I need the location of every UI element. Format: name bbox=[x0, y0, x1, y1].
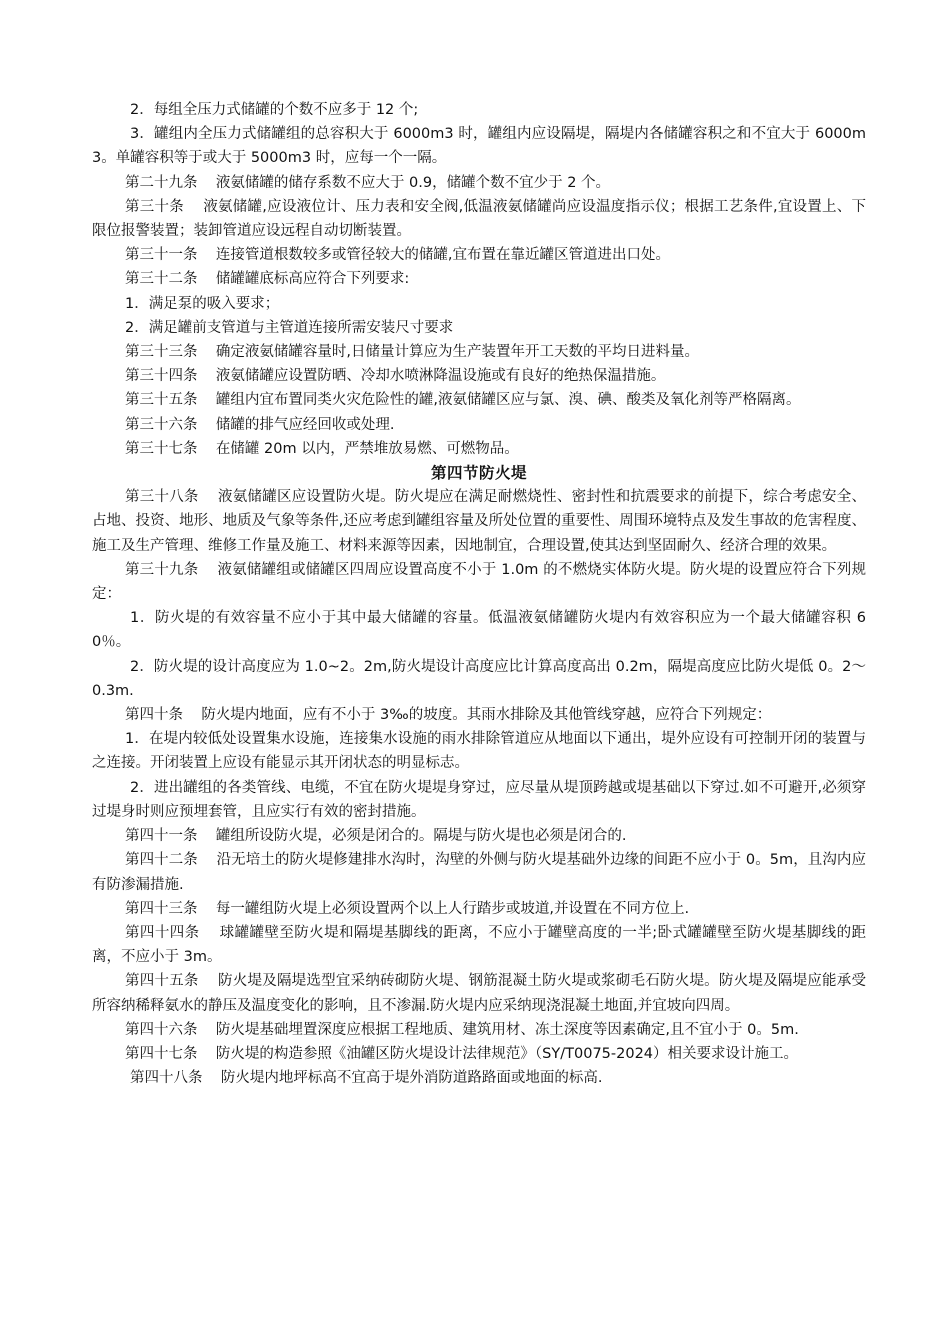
list-item-2-pipe-connection: 2．满足罐前支管道与主管道连接所需安装尺寸要求 bbox=[125, 319, 454, 336]
article-40: 第四十条 防火堤内地面，应有不小于 3‰的坡度。其雨水排除及其他管线穿越，应符合下列规定： bbox=[125, 707, 772, 724]
article-31: 第三十一条 连接管道根数较多或管径较大的储罐,宜布置在靠近罐区管道进出口处。 bbox=[125, 247, 671, 264]
list-item-2-tank-count: 2．每组全压力式储罐的个数不应多于 12 个; bbox=[130, 102, 419, 118]
article-39: 第三十九条 液氨储罐组或储罐区四周应设置高度不小于 1.0m 的不燃烧实体防火堤。防火堤的设置应符合下列规定： bbox=[92, 561, 866, 603]
article-30: 第三十条 液氨储罐,应设液位计、压力表和安全阀,低温液氨储罐尚应设温度指示仪；根据工艺条件,宜设置上、下限位报警装置；装卸管道应设远程自动切断装置。 bbox=[92, 198, 866, 240]
document-body bbox=[92, 98, 866, 1090]
article-48: 第四十八条 防火堤内地坪标高不宜高于堤外消防道路路面或地面的标高. bbox=[130, 1070, 603, 1087]
list-item-3-partition-dike: 3．罐组内全压力式储罐组的总容积大于 6000m3 时，罐组内应设隔堤，隔堤内各储罐容积之和不宜大于 6000m3。单罐容积等于或大于 5000m3 时，应每一个一隔。 bbox=[92, 126, 866, 167]
list-item-1-effective-capacity: 1．防火堤的有效容量不应小于其中最大储罐的容量。低温液氨储罐防火堤内有效容积应为一个最大储罐容积 60％。 bbox=[92, 610, 866, 651]
list-item-1-drainage: 1．在堤内较低处设置集水设施，连接集水设施的雨水排除管道应从地面以下通出，堤外应设有可控制开闭的装置与之连接。开闭装置上应设有能显示其开闭状态的明显标志。 bbox=[92, 731, 866, 772]
article-36: 第三十六条 储罐的排气应经回收或处理. bbox=[125, 416, 395, 433]
article-41: 第四十一条 罐组所设防火堤，必须是闭合的。隔堤与防火堤也必须是闭合的. bbox=[125, 828, 627, 845]
list-item-2-pipe-crossing: 2．进出罐组的各类管线、电缆，不宜在防火堤堤身穿过，应尽量从堤顶跨越或堤基础以下穿过.如不可避开,必须穿过堤身时则应预埋套管，且应实行有效的密封措施。 bbox=[92, 779, 866, 820]
article-37: 第三十七条 在储罐 20m 以内，严禁堆放易燃、可燃物品。 bbox=[125, 440, 519, 457]
article-47: 第四十七条 防火堤的构造参照《油罐区防火堤设计法律规范》（SY/T0075-2024）相关要求设计施工。 bbox=[125, 1045, 799, 1062]
article-43: 第四十三条 每一罐组防火堤上必须设置两个以上人行踏步或坡道,并设置在不同方位上. bbox=[125, 900, 690, 917]
article-45: 第四十五条 防火堤及隔堤选型宜采纳砖砌防火堤、钢筋混凝土防火堤或浆砌毛石防火堤。防火堤及隔堤应能承受所容纳稀释氨水的静压及温度变化的影响，且不渗漏.防火堤内应采纳现浇混凝土地面,并宜坡向四周。 bbox=[92, 973, 866, 1014]
article-33: 第三十三条 确定液氨储罐容量时,日储量计算应为生产装置年开工天数的平均日进料量。 bbox=[125, 344, 700, 361]
article-29: 第二十九条 液氨储罐的储存系数不应大于 0.9，储罐个数不宜少于 2 个。 bbox=[125, 174, 611, 191]
article-34: 第三十四条 液氨储罐应设置防晒、冷却水喷淋降温设施或有良好的绝热保温措施。 bbox=[125, 368, 666, 385]
article-42: 第四十二条 沿无培土的防火堤修建排水沟时，沟壁的外侧与防火堤基础外边缘的间距不应小于 0。5m，且沟内应有防渗漏措施. bbox=[92, 852, 866, 893]
list-item-1-pump-suction: 1．满足泵的吸入要求； bbox=[125, 295, 280, 312]
article-44: 第四十四条 球罐罐壁至防火堤和隔堤基脚线的距离，不应小于罐壁高度的一半;卧式罐罐壁至防火堤基脚线的距离，不应小于 3m。 bbox=[92, 924, 866, 966]
section-heading: 第四节防火堤 bbox=[430, 464, 527, 483]
article-32: 第三十二条 储罐罐底标高应符合下列要求: bbox=[125, 271, 410, 288]
article-35: 第三十五条 罐组内宜布置同类火灾危险性的罐,液氨储罐区应与氯、溴、碘、酸类及氧化剂等严格隔离。 bbox=[125, 392, 801, 409]
list-item-2-design-height: 2．防火堤的设计高度应为 1.0~2。2m,防火堤设计高度应比计算高度高出 0.2m，隔堤高度应比防火堤低 0。2～0.3m. bbox=[92, 658, 866, 699]
article-38: 第三十八条 液氨储罐区应设置防火堤。防火堤应在满足耐燃烧性、密封性和抗震要求的前提下，综合考虑安全、占地、投资、地形、地质及气象等条件,还应考虑到罐组容量及所处位置的重要性、周围环境特点及发生事故的危害程度、施工及生产管理、维修工作量及施工、材料来源等因素，因地制宜，合理设置,使其达到坚固耐久、经济合理的效果。 bbox=[92, 489, 866, 554]
article-46: 第四十六条 防火堤基础埋置深度应根据工程地质、建筑用材、冻土深度等因素确定,且不宜小于 0。5m. bbox=[125, 1021, 799, 1038]
